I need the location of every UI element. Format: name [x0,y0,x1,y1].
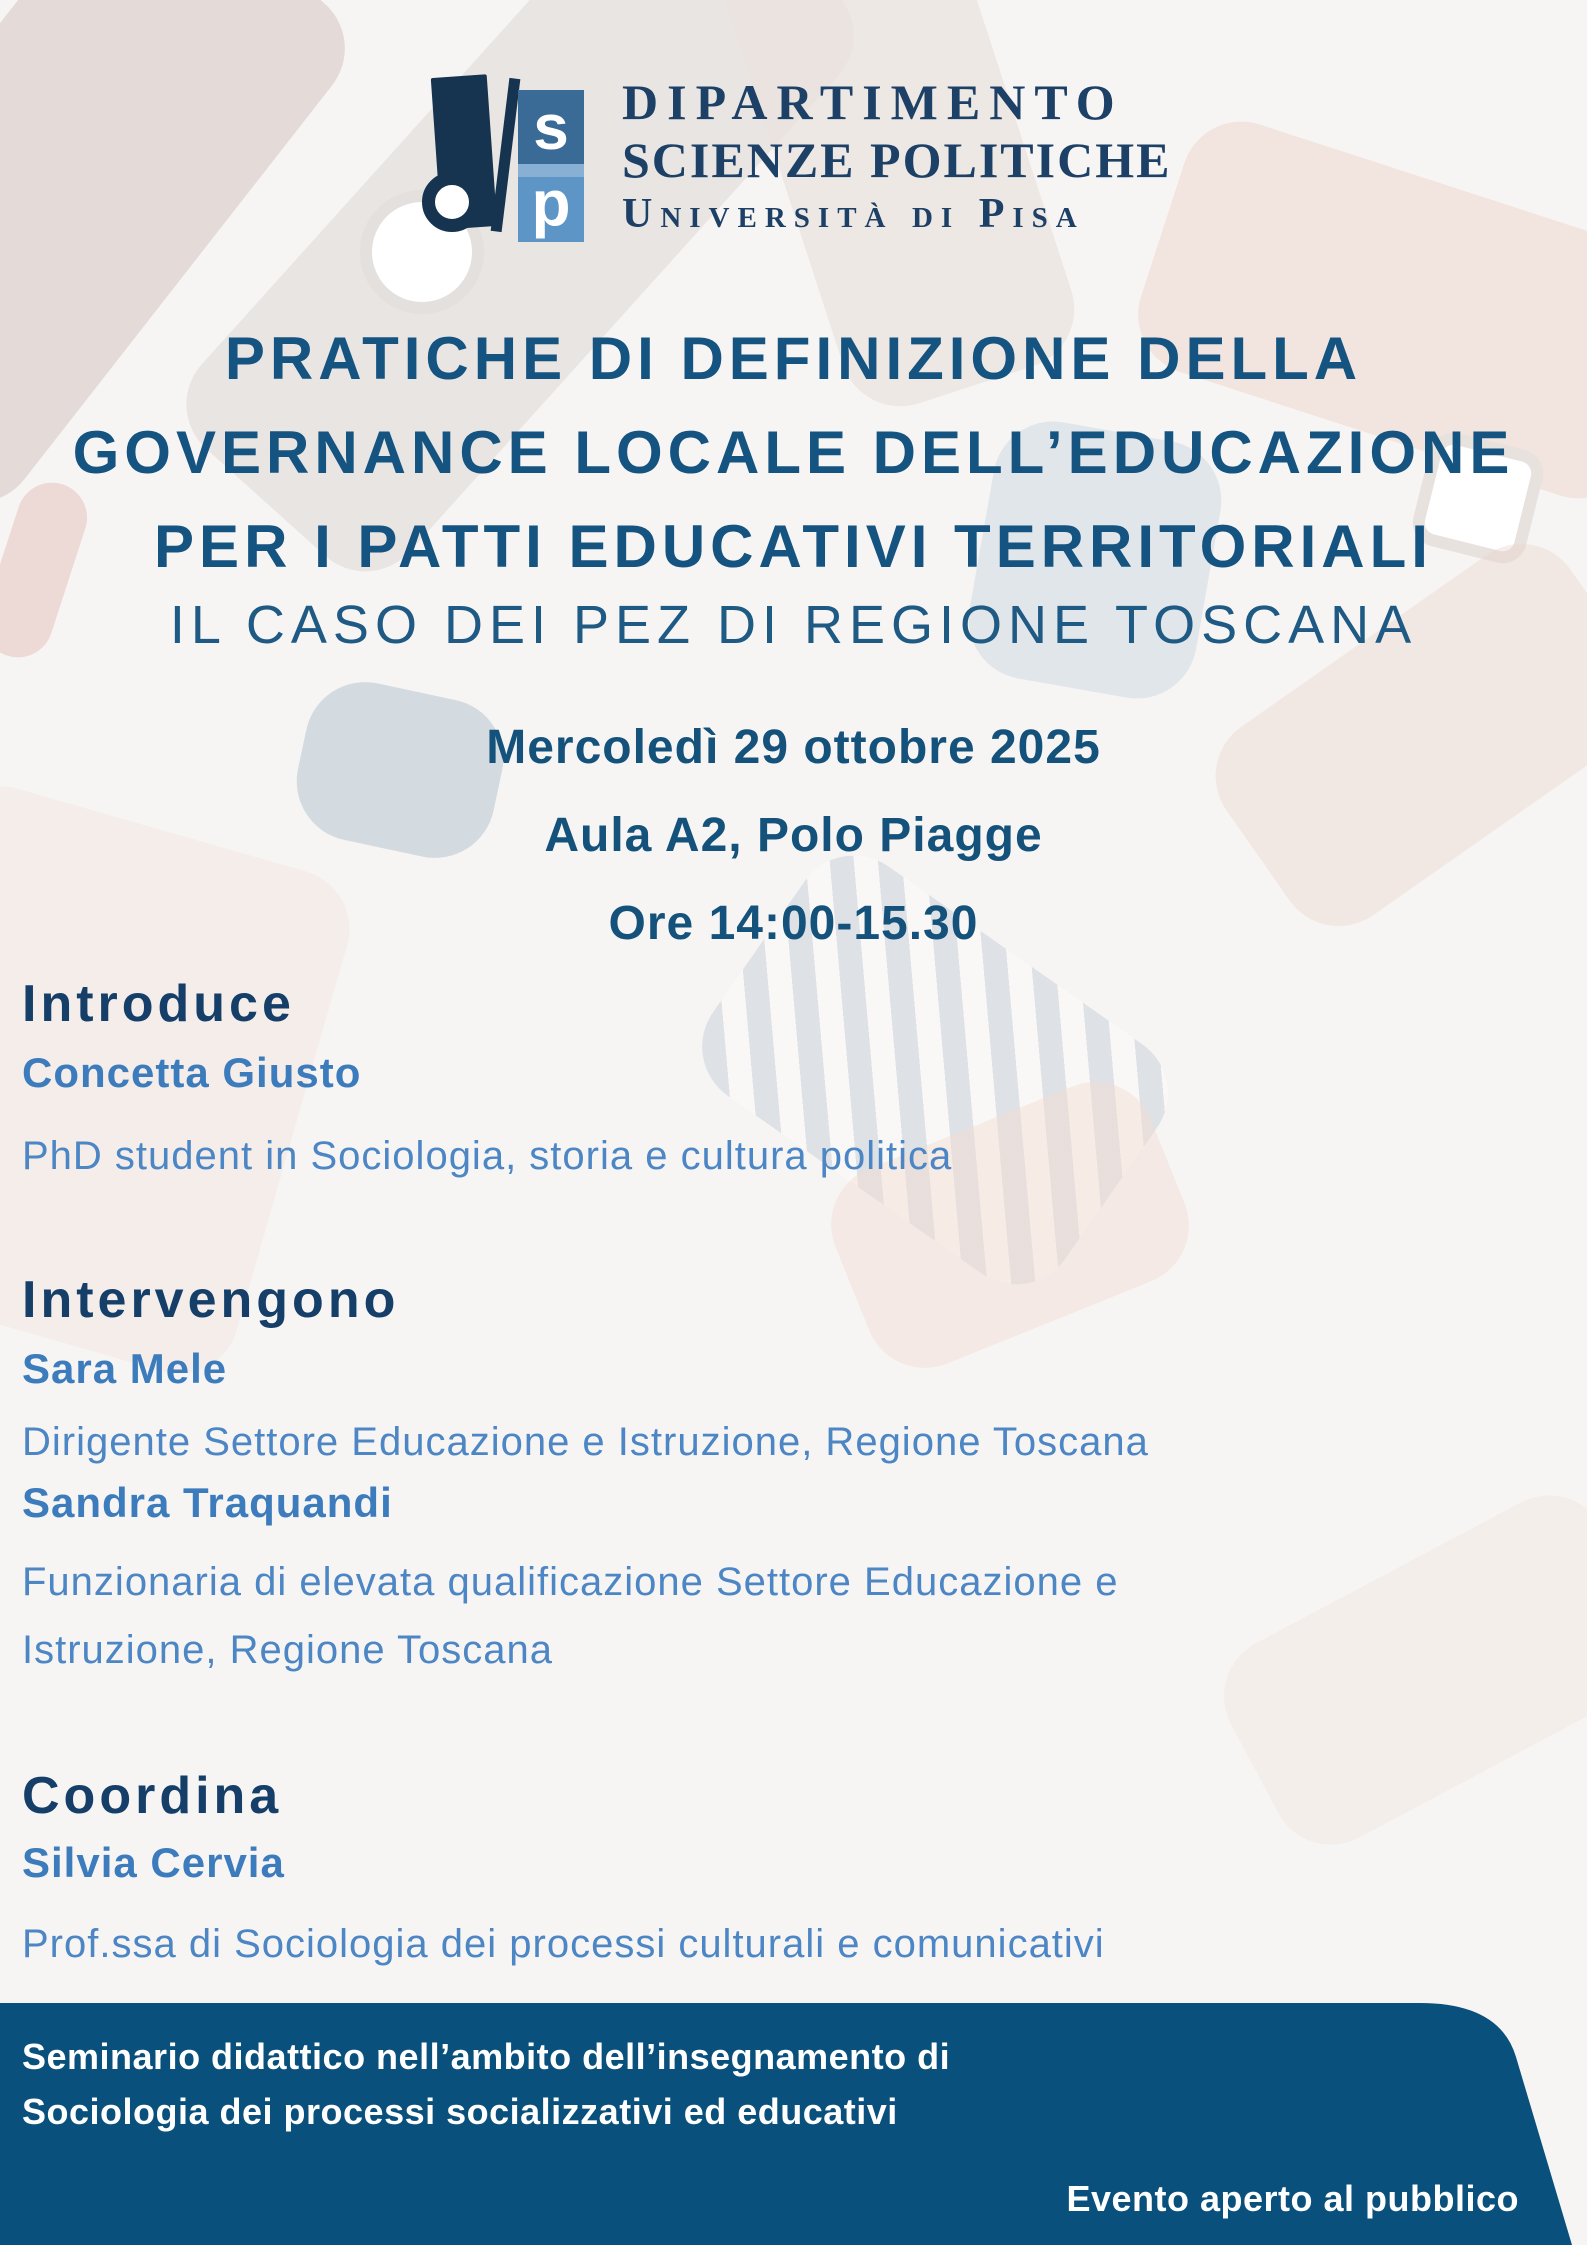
person-name-silvia-cervia: Silvia Cervia [22,1839,285,1886]
seminar-note [22,2029,950,2139]
person-name-sara-mele: Sara Mele [22,1345,228,1392]
event-time: Ore 14:00-15.30 [608,897,979,950]
event-when [0,704,1587,968]
logo-text [622,72,1171,247]
logo-letter-s [518,90,584,164]
public-event-note: Evento aperto al pubblico [1066,2178,1519,2219]
section-heading-coordina: Coordina [22,1767,283,1825]
event-title [0,312,1587,594]
person-role-silvia-cervia: Prof.ssa di Sociologia dei processi culturali e comunicativi [22,1922,1105,1966]
university-logo [430,72,1171,247]
logo-department-line: DIPARTIMENTO [622,74,1124,130]
section-heading-intervengono: Intervengono [22,1271,400,1329]
footer-banner [0,2003,1587,2245]
logo-d-bowl [422,172,482,232]
logo-letter-p-glyph: p [531,167,571,239]
person-name-concetta-giusto: Concetta Giusto [22,1049,362,1096]
event-subtitle: IL CASO DEI PEZ DI REGIONE TOSCANA [169,595,1418,655]
logo-letter-s-glyph: s [533,91,569,163]
person-name-sandra-traquandi: Sandra Traquandi [22,1479,393,1526]
seminar-note-line-1: Seminario didattico nell’ambito dell’insegnamento di [22,2036,951,2077]
person-role-sandra-traquandi: Funzionaria di elevata qualificazione Settore Educazione e Istruzione, Regione Toscana [22,1560,1119,1672]
person-role-sara-mele: Dirigente Settore Educazione e Istruzione, Regione Toscana [22,1420,1149,1464]
person-role-concetta-giusto: PhD student in Sociologia, storia e cultura politica [22,1134,953,1178]
logo-university-line: Università di Pisa [622,191,1085,237]
event-venue: Aula A2, Polo Piagge [544,809,1043,862]
event-date: Mercoledì 29 ottobre 2025 [486,721,1101,774]
title-line-1: PRATICHE DI DEFINIZIONE DELLA [224,325,1363,392]
seminar-note-line-2: Sociologia dei processi socializzativi ed educativi [22,2091,898,2132]
dsp-logo-mark-icon [430,72,590,247]
title-line-2: GOVERNANCE LOCALE DELL’EDUCAZIONE [72,419,1515,486]
title-line-3: PER I PATTI EDUCATIVI TERRITORIALI [154,513,1433,580]
logo-slash [491,78,521,232]
logo-school-line: SCIENZE POLITICHE [622,132,1172,188]
logo-letter-p [518,164,584,242]
section-heading-introduce: Introduce [22,975,295,1033]
